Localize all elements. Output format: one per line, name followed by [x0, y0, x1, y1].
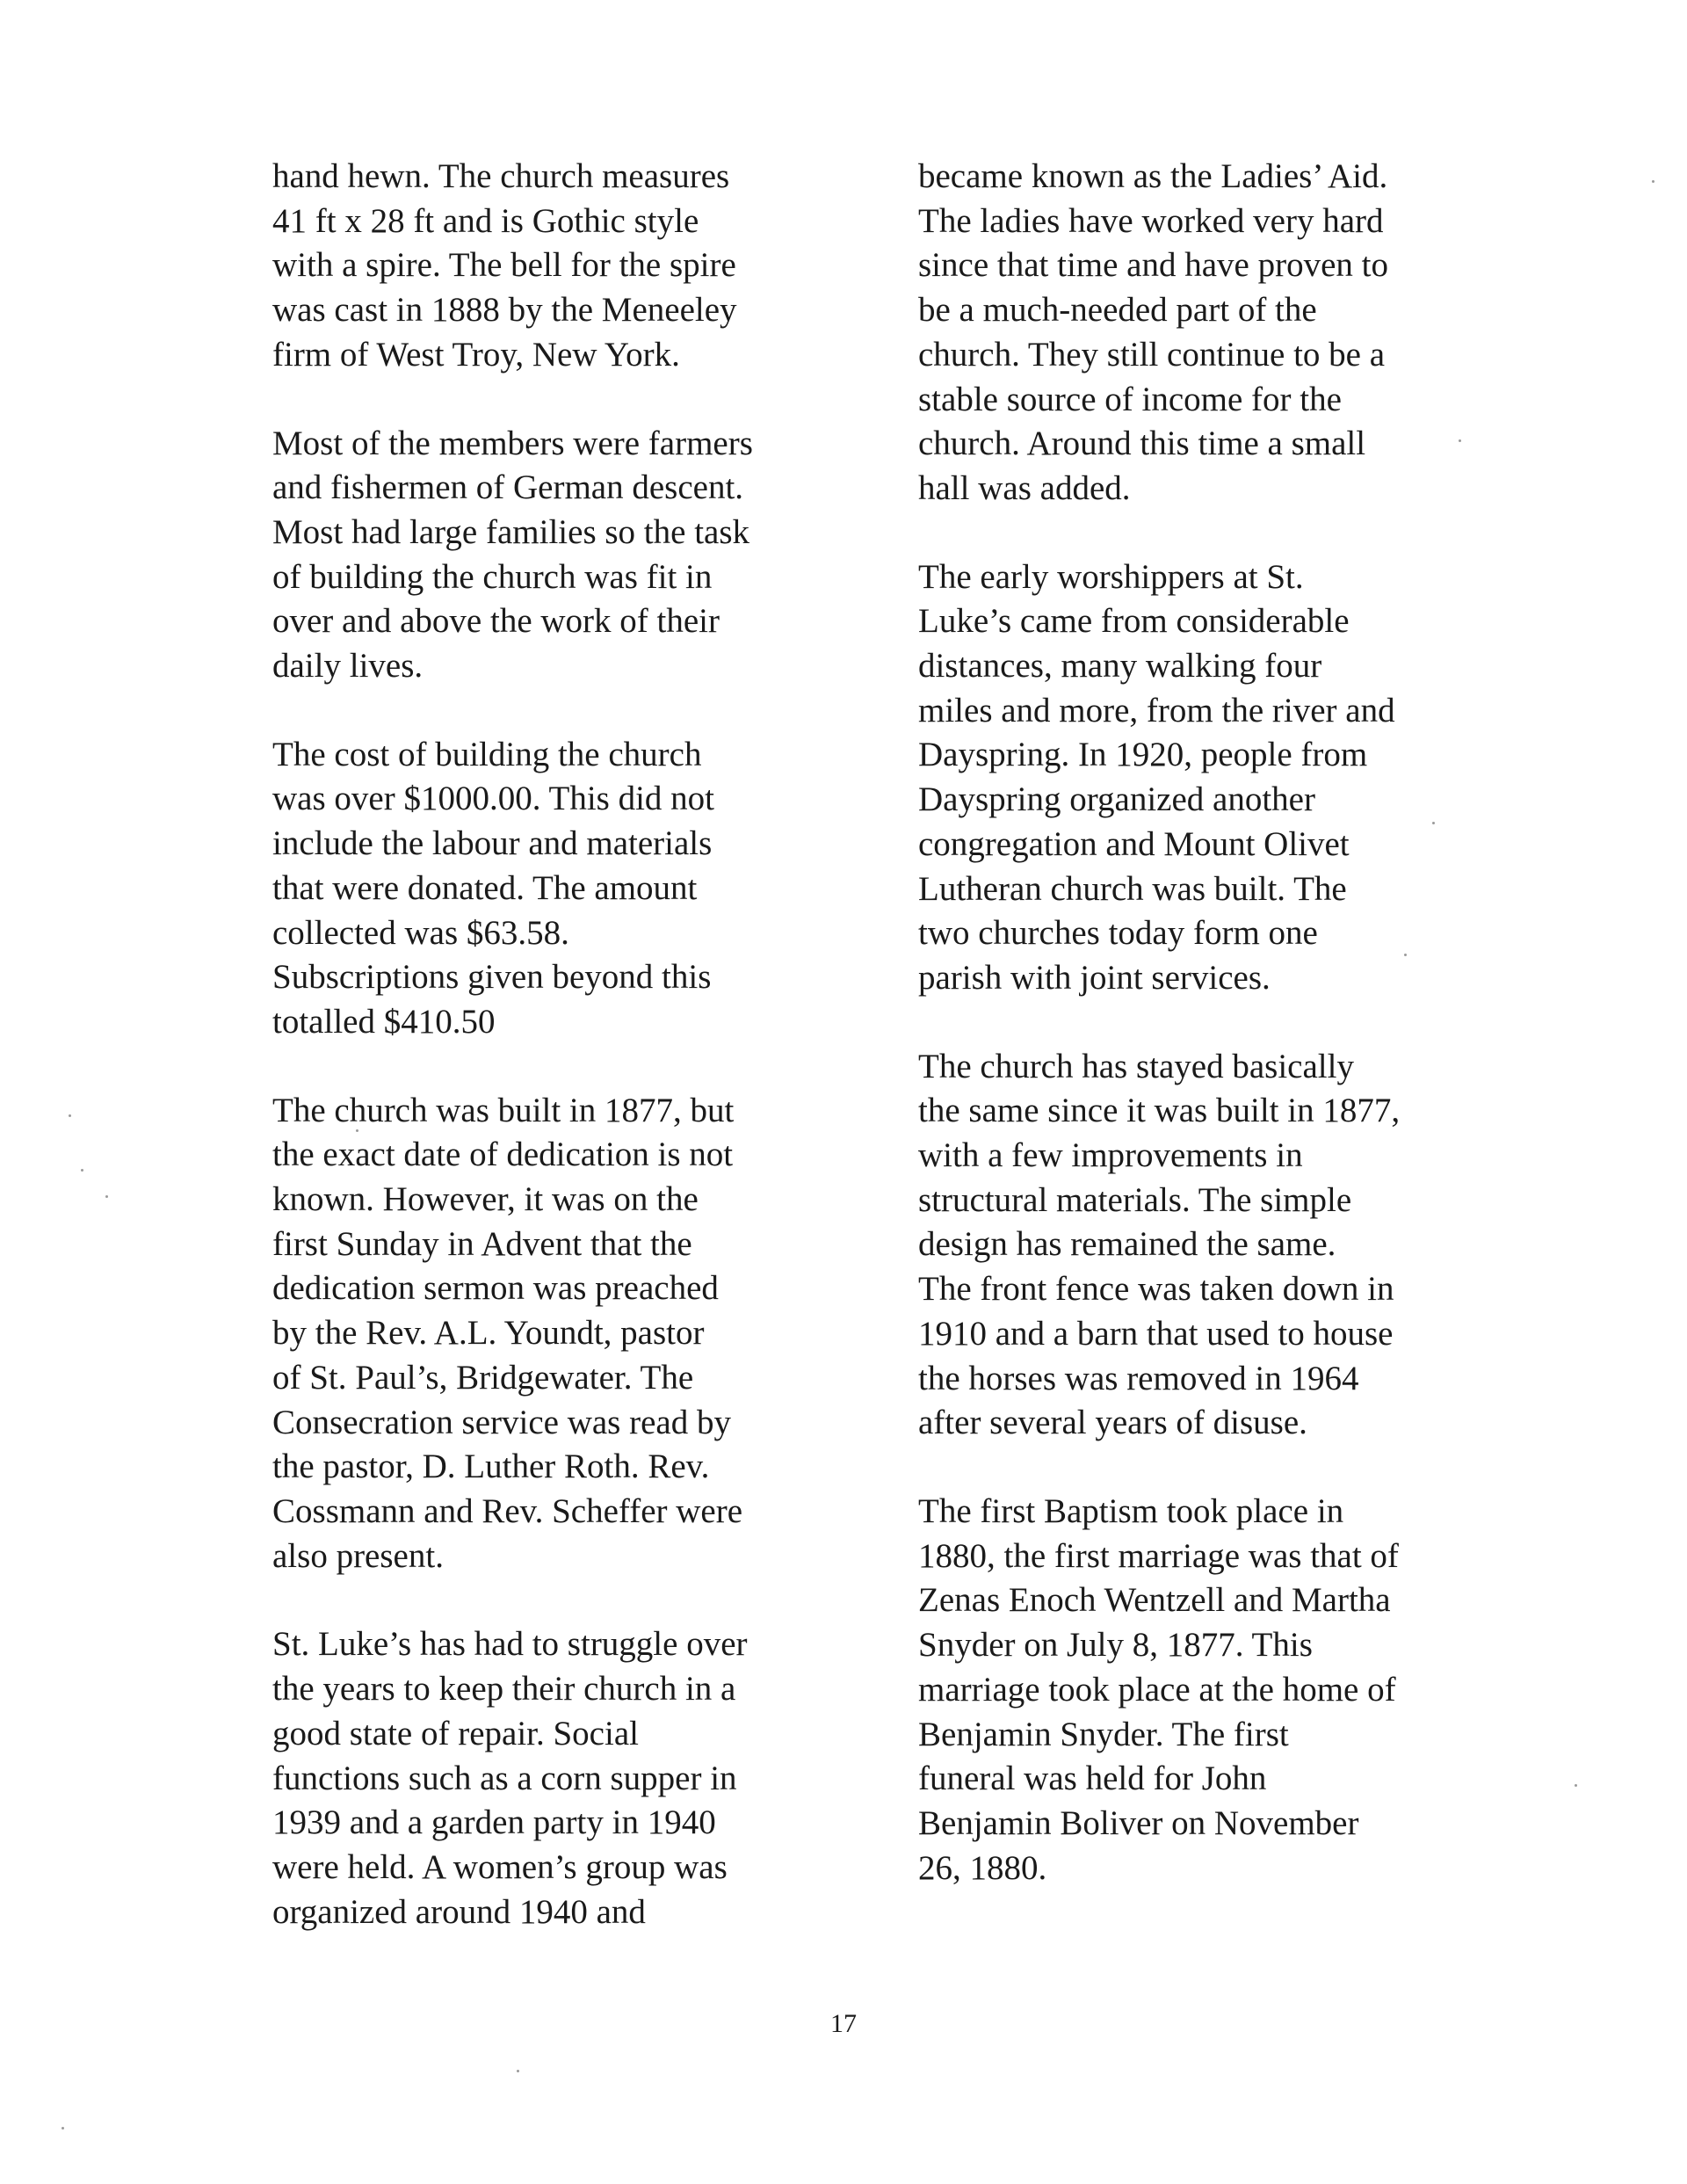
text-line: Consecration service was read by	[272, 1403, 731, 1441]
text-line: also present.	[272, 1536, 444, 1575]
text-line: marriage took place at the home of	[918, 1670, 1396, 1709]
text-line: funeral was held for John	[918, 1760, 1267, 1798]
text-line: stable source of income for the	[918, 380, 1342, 418]
text-line: 1939 and a garden party in 1940	[272, 1803, 716, 1842]
scan-speck	[1432, 822, 1435, 824]
scan-speck	[1652, 180, 1654, 183]
scan-speck	[1575, 1784, 1577, 1787]
scan-speck	[356, 1129, 358, 1132]
text-line: The early worshippers at St.	[918, 557, 1304, 596]
paragraph	[918, 1045, 1481, 1446]
text-line: design has remained the same.	[918, 1225, 1336, 1264]
text-line: Benjamin Boliver on November	[918, 1803, 1359, 1842]
text-line: the exact date of dedication is not	[272, 1136, 734, 1174]
text-line: was cast in 1888 by the Meneeley	[272, 291, 737, 330]
text-line: Dayspring. In 1920, people from	[918, 736, 1368, 774]
text-line: daily lives.	[272, 647, 424, 686]
text-line: by the Rev. A.L. Youndt, pastor	[272, 1314, 705, 1353]
text-line: two churches today form one	[918, 914, 1318, 953]
text-line: distances, many walking four	[918, 647, 1322, 686]
scan-speck	[517, 2070, 519, 2072]
text-line: firm of West Troy, New York.	[272, 335, 680, 374]
text-line: good state of repair. Social	[272, 1714, 639, 1752]
text-line: Benjamin Snyder. The first	[918, 1715, 1289, 1753]
text-line: dedication sermon was preached	[272, 1269, 719, 1308]
text-line: include the labour and materials	[272, 824, 713, 863]
text-line: Most of the members were farmers	[272, 424, 753, 462]
text-line: Dayspring organized another	[918, 780, 1315, 819]
text-line: Zenas Enoch Wentzell and Martha	[918, 1581, 1391, 1620]
paragraph	[272, 1089, 835, 1579]
scan-speck	[81, 1169, 83, 1172]
text-line: of St. Paul’s, Bridgewater. The	[272, 1358, 694, 1397]
text-line: with a few improvements in	[918, 1136, 1303, 1175]
paragraph	[272, 733, 835, 1045]
text-line: miles and more, from the river and	[918, 691, 1395, 729]
text-line: 41 ft x 28 ft and is Gothic style	[272, 201, 699, 240]
page-number: 17	[830, 2009, 857, 2038]
text-line: first Sunday in Advent that the	[272, 1224, 692, 1263]
paragraph	[272, 1622, 835, 1934]
text-line: hand hewn. The church measures	[272, 157, 730, 195]
text-line: Subscriptions given beyond this	[272, 958, 712, 997]
paragraph	[272, 155, 835, 378]
text-line: since that time and have proven to	[918, 246, 1388, 285]
text-line: totalled $410.50	[272, 1002, 496, 1041]
text-line: collected was $63.58.	[272, 913, 569, 952]
paragraph	[918, 155, 1481, 512]
scan-speck	[1404, 954, 1407, 956]
text-line: known. However, it was on the	[272, 1180, 699, 1219]
text-line: 1880, the first marriage was that of	[918, 1536, 1399, 1575]
text-line: The church was built in 1877, but	[272, 1091, 735, 1129]
text-line: of building the church was fit in	[272, 557, 713, 596]
text-line: over and above the work of their	[272, 602, 720, 641]
text-line: be a much-needed part of the	[918, 291, 1317, 330]
text-line: Most had large families so the task	[272, 512, 750, 551]
text-line: St. Luke’s has had to struggle over	[272, 1625, 748, 1664]
paragraph	[272, 422, 835, 689]
scan-speck	[1459, 439, 1461, 442]
text-line: after several years of disuse.	[918, 1404, 1307, 1442]
text-line: The ladies have worked very hard	[918, 201, 1384, 240]
text-line: functions such as a corn supper in	[272, 1759, 737, 1797]
text-line: congregation and Mount Olivet	[918, 824, 1350, 863]
text-line: organized around 1940 and	[272, 1892, 646, 1931]
text-line: The first Baptism took place in	[918, 1491, 1344, 1530]
left-column	[272, 155, 835, 1978]
text-line: The front fence was taken down in	[918, 1270, 1394, 1309]
scan-speck	[69, 1114, 71, 1117]
text-line: 1910 and a barn that used to house	[918, 1314, 1394, 1353]
scan-speck	[62, 2127, 64, 2130]
text-line: The cost of building the church	[272, 735, 702, 773]
right-column	[918, 155, 1481, 1934]
text-line: the same since it was built in 1877,	[918, 1092, 1401, 1130]
text-line: was over $1000.00. This did not	[272, 780, 715, 818]
text-line: structural materials. The simple	[918, 1180, 1352, 1219]
text-line: Luke’s came from considerable	[918, 602, 1350, 641]
text-line: and fishermen of German descent.	[272, 468, 744, 507]
text-line: church. They still continue to be a	[918, 335, 1386, 374]
text-line: were held. A women’s group was	[272, 1847, 728, 1886]
text-line: the horses was removed in 1964	[918, 1359, 1359, 1397]
text-line: became known as the Ladies’ Aid.	[918, 157, 1388, 195]
text-line: Cossmann and Rev. Scheffer were	[272, 1491, 743, 1530]
text-line: Snyder on July 8, 1877. This	[918, 1626, 1313, 1665]
text-line: Lutheran church was built. The	[918, 869, 1347, 908]
paragraph	[918, 1490, 1481, 1890]
text-line: the pastor, D. Luther Roth. Rev.	[272, 1448, 710, 1486]
text-line: church. Around this time a small	[918, 424, 1366, 463]
text-line: parish with joint services.	[918, 958, 1271, 997]
paragraph	[918, 555, 1481, 1001]
text-line: that were donated. The amount	[272, 868, 698, 907]
text-line: 26, 1880.	[918, 1848, 1047, 1887]
text-line: The church has stayed basically	[918, 1047, 1354, 1085]
text-line: with a spire. The bell for the spire	[272, 246, 736, 285]
text-line: hall was added.	[918, 468, 1131, 507]
text-line: the years to keep their church in a	[272, 1670, 736, 1709]
scan-speck	[105, 1195, 108, 1198]
